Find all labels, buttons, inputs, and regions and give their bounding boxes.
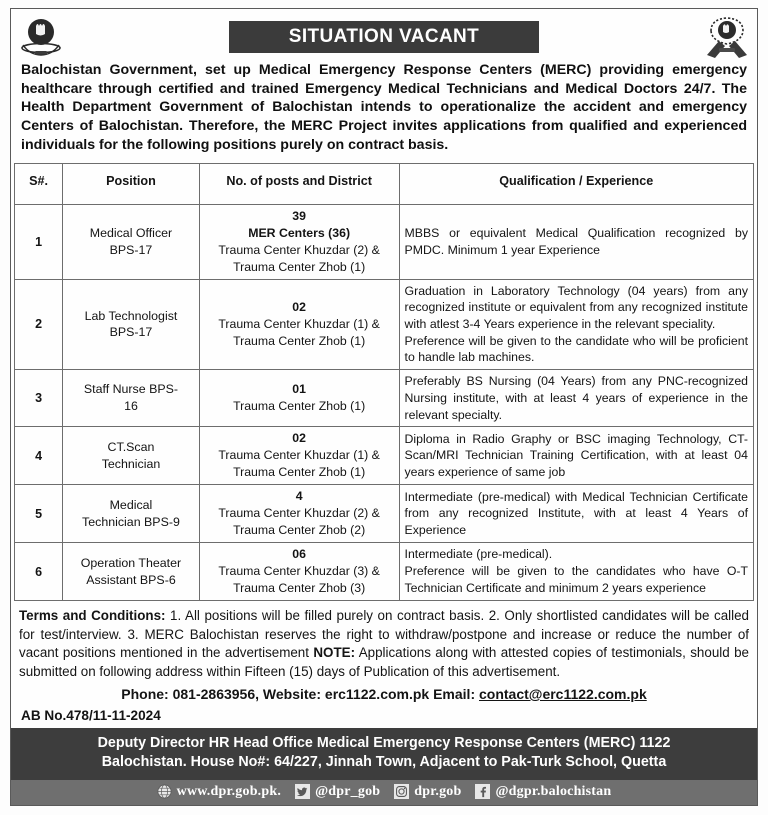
table-row [15, 370, 754, 427]
column-header-qualification: Qualification / Experience [399, 163, 753, 204]
introduction-paragraph: Balochistan Government, set up Medical Emergency Response Centers (MERC) providing emergency healthcare through certified and trained Emergency Medical Technicians and Medical Doctors 24/7. The Health Department Government of Balochistan intends to operationalize the accident and emergency Centers of Balochistan. Therefore, the MERC Project invites applications from qualified and experienced individuals for the following positions purely on contract basis. [21, 62, 747, 153]
social-label-website: www.dpr.gob.pk. [176, 783, 282, 799]
balochistan-government-crest-icon [17, 15, 65, 59]
position-line-2: Technician [101, 456, 161, 471]
ab-number: AB No.478/11-11-2024 [21, 708, 161, 724]
qualification-text: Intermediate (pre-medical). [404, 547, 553, 562]
row-serial: 3 [15, 370, 63, 427]
row-serial: 4 [15, 427, 63, 485]
table-header-row [15, 163, 754, 204]
row-qualification [399, 204, 753, 279]
qualification-text: Preferably BS Nursing (04 Years) from any PNC-recognized Nursing institute, with at least 4 years of experience in the relevant specialty. [404, 374, 748, 422]
social-label-twitter: @dpr_gob [315, 783, 381, 799]
email-address[interactable]: contact@erc1122.com.pk [479, 686, 647, 703]
note-label: NOTE: [313, 645, 356, 661]
row-serial: 6 [15, 543, 63, 601]
table-row [15, 485, 754, 543]
qualification-text: MBBS or equivalent Medical Qualification recognized by PMDC. Minimum 1 year Experience [404, 225, 748, 257]
social-media-band [11, 780, 757, 805]
position-line-2: Technician BPS-9 [82, 514, 180, 529]
row-position [63, 427, 200, 485]
website-url[interactable]: erc1122.com.pk [324, 686, 430, 703]
contact-line [11, 683, 757, 706]
qualification-text-2: Preference will be given to the candidate who will be proficient to handle lab machines. [404, 333, 748, 365]
position-line-2: BPS-17 [109, 325, 153, 340]
twitter-icon [295, 784, 310, 799]
row-qualification [399, 427, 753, 485]
address-line-1: Deputy Director HR Head Office Medical Emergency Response Centers (MERC) 1122 [97, 735, 671, 752]
terms-heading: Terms and Conditions: [19, 608, 166, 624]
address-line-2: Balochistan. House No#: 64/227, Jinnah Town, Adjacent to Pak-Turk School, Quetta [101, 754, 667, 771]
post-district-1: Trauma Center Khuzdar (1) & [218, 448, 380, 463]
row-posts [199, 427, 399, 485]
row-qualification [399, 370, 753, 427]
advertisement-header [11, 9, 757, 163]
post-district-1: Trauma Center Khuzdar (1) & [218, 316, 380, 331]
table-row [15, 427, 754, 485]
position-line-2: 16 [124, 399, 138, 414]
globe-icon [157, 784, 172, 799]
post-district-2: Trauma Center Zhob (1) [233, 333, 366, 348]
website-label: Website: [262, 686, 322, 703]
column-header-serial: S#. [15, 163, 63, 204]
social-label-facebook: @dgpr.balochistan [495, 783, 612, 799]
post-count: 4 [295, 489, 303, 504]
column-header-posts: No. of posts and District [199, 163, 399, 204]
address-band [11, 728, 757, 780]
row-qualification [399, 485, 753, 543]
social-link-instagram[interactable] [394, 784, 461, 800]
terms-body-part-1: 1. All positions will be filled purely on contract basis. 2. Only shortlisted candidates will be called for test/interview. 3. MERC Balochistan reserves the right to withdraw/postpone and increase or reduce the number of vacant positions mentioned in the advertisement [19, 608, 749, 661]
terms-and-conditions [11, 601, 757, 683]
row-serial: 2 [15, 279, 63, 370]
position-line-1: Operation Theater [80, 555, 182, 570]
qualification-text: Graduation in Laboratory Technology (04 years) from any recognized institute or equivalent from any recognized institute with atlest 3-4 Years experience in the relevant speciality. [404, 283, 748, 331]
post-district-1: Trauma Center Khuzdar (2) & [218, 242, 380, 257]
post-count: 02 [292, 431, 306, 446]
position-line-2: Assistant BPS-6 [86, 572, 176, 587]
qualification-text-2: Preference will be given to the candidates who have O-T Technician Certificate and minimum 2 years experience [404, 564, 748, 595]
social-link-facebook[interactable] [475, 784, 611, 800]
row-posts [199, 543, 399, 601]
position-line-1: Staff Nurse BPS- [83, 382, 179, 397]
position-line-1: Medical [109, 497, 153, 512]
row-qualification [399, 543, 753, 601]
row-serial: 5 [15, 485, 63, 543]
row-position [63, 485, 200, 543]
post-district-1: Trauma Center Zhob (1) [233, 399, 366, 414]
post-district-2: Trauma Center Zhob (1) [233, 465, 366, 480]
post-district-1: Trauma Center Khuzdar (2) & [218, 506, 380, 521]
post-count: 39 [292, 208, 306, 223]
row-qualification [399, 279, 753, 370]
social-link-twitter[interactable] [295, 784, 380, 800]
social-label-instagram: dpr.gob [414, 783, 462, 799]
post-count: 06 [292, 547, 306, 562]
row-position [63, 204, 200, 279]
table-row [15, 543, 754, 601]
header-top-row [17, 15, 751, 59]
table-row [15, 204, 754, 279]
row-posts [199, 204, 399, 279]
post-mer-centers: MER Centers (36) [248, 225, 351, 240]
row-position [63, 543, 200, 601]
row-posts [199, 279, 399, 370]
row-posts [199, 370, 399, 427]
column-header-position: Position [63, 163, 200, 204]
instagram-icon [394, 784, 409, 799]
post-district-2: Trauma Center Zhob (1) [233, 259, 366, 274]
facebook-icon [475, 784, 490, 799]
qualification-text: Diploma in Radio Graphy or BSC imaging Technology, CT-Scan/MRI Technician Training Certification, with at least 04 years experience of same job [404, 431, 748, 480]
row-position [63, 370, 200, 427]
social-link-website[interactable] [157, 784, 281, 800]
position-line-1: Medical Officer [89, 225, 173, 240]
email-label: Email: [433, 686, 476, 703]
advertisement-frame [10, 8, 758, 806]
row-position [63, 279, 200, 370]
post-count: 02 [292, 299, 306, 314]
qualification-text: Intermediate (pre-medical) with Medical Technician Certificate from any recognized Institute, with at least 4 Years of Experience [404, 489, 748, 538]
post-district-1: Trauma Center Khuzdar (3) & [218, 564, 380, 579]
position-line-1: CT.Scan [107, 440, 155, 455]
post-count: 01 [292, 382, 306, 397]
post-district-2: Trauma Center Zhob (2) [233, 523, 366, 538]
row-posts [199, 485, 399, 543]
situation-vacant-banner: SITUATION VACANT [229, 21, 539, 54]
vacancy-table [14, 163, 754, 601]
table-row [15, 279, 754, 370]
terms-body-part-2: Applications along with attested copies of testimonials, should be submitted on following address within Fifteen (15) days of Publication of this advertisement. [19, 645, 749, 679]
phone-number: 081-2863956, [172, 686, 260, 703]
position-line-1: Lab Technologist [84, 308, 178, 323]
post-district-2: Trauma Center Zhob (3) [233, 581, 366, 596]
merc-1122-crest-icon [703, 15, 751, 59]
position-line-2: BPS-17 [109, 242, 153, 257]
row-serial: 1 [15, 204, 63, 279]
phone-label: Phone: [121, 686, 169, 703]
